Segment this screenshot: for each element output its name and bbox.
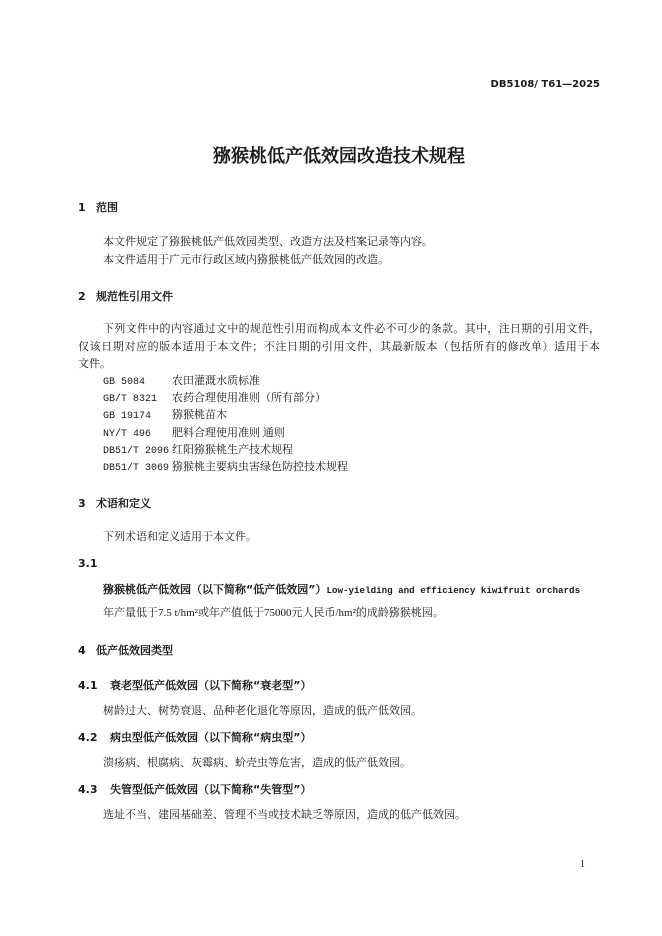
reference-item	[103, 390, 600, 407]
reference-code: DB51/T 2096	[103, 445, 170, 457]
subsection-4-1-text: 树龄过大、树势衰退、品种老化退化等原因，造成的低产低效园。	[103, 705, 422, 717]
subsection-4-2-text: 溃疡病、根腐病、灰霉病、蚧壳虫等危害，造成的低产低效园。	[103, 757, 411, 769]
section-1-heading	[78, 199, 118, 216]
reference-name: 肥料合理使用准则 通则	[172, 426, 285, 439]
reference-item	[103, 442, 600, 459]
subsection-4-2-heading	[78, 729, 311, 746]
reference-name: 猕猴桃苗木	[172, 409, 227, 422]
reference-code: NY/T 496	[103, 428, 152, 440]
section-number: 4	[78, 644, 86, 657]
subsection-title: 衰老型低产低效园（以下简称“衰老型”）	[110, 679, 312, 692]
subsection-number: 4.1	[78, 679, 98, 692]
section-3-intro: 下列术语和定义适用于本文件。	[103, 531, 257, 543]
section-3-heading	[78, 495, 151, 512]
reference-name: 红阳猕猴桃生产技术规程	[172, 443, 293, 456]
document-title: 猕猴桃低产低效园改造技术规程	[213, 146, 465, 167]
subsection-title: 病虫型低产低效园（以下简称“病虫型”）	[110, 731, 312, 744]
term-english: Low-yielding and efficiency kiwifruit orchards	[326, 585, 581, 596]
section-2-intro-line: 下列文件中的内容通过文中的规范性引用而构成本文件必不可少的条款。其中，注日期的引用文件，	[103, 323, 600, 335]
standard-code: DB5108/ T61—2025	[490, 79, 600, 90]
subsection-number: 4.2	[78, 731, 98, 744]
reference-name: 农田灌溉水质标准	[172, 375, 260, 387]
reference-item	[103, 425, 600, 442]
reference-name: 猕猴桃主要病虫害绿色防控技术规程	[172, 460, 348, 473]
section-title: 低产低效园类型	[96, 644, 173, 657]
section-title: 术语和定义	[96, 497, 151, 510]
section-number: 2	[78, 290, 86, 303]
section-title: 规范性引用文件	[96, 290, 173, 303]
term-entry	[103, 581, 580, 599]
reference-code: DB51/T 3069	[103, 462, 170, 474]
section-2-heading	[78, 288, 173, 305]
subsection-4-3-text: 选址不当、建园基础差、管理不当或技术缺乏等原因，造成的低产低效园。	[103, 809, 466, 821]
subsection-title: 失管型低产低效园（以下简称“失管型”）	[110, 783, 312, 796]
page-number: 1	[580, 859, 585, 870]
term-chinese: 猕猴桃低产低效园（以下简称“低产低效园”）	[103, 583, 327, 596]
subsection-4-3-heading	[78, 781, 311, 798]
reference-code: GB/T 8321	[103, 394, 158, 406]
section-number: 1	[78, 201, 86, 214]
reference-code: GB 19174	[103, 411, 152, 423]
section-2-intro-line: 仅该日期对应的版本适用于本文件；不注日期的引用文件，其最新版本（包括所有的修改单）适用于本	[78, 341, 600, 353]
reference-code: GB 5084	[103, 377, 146, 388]
reference-name: 农药合理使用准则（所有部分）	[172, 392, 326, 405]
reference-item	[103, 459, 600, 476]
subsection-4-1-heading	[78, 677, 311, 694]
section-title: 范围	[96, 201, 118, 214]
section-2-intro-line: 文件。	[78, 358, 111, 370]
section-number: 3	[78, 497, 86, 510]
section-1-paragraph: 本文件规定了猕猴桃低产低效园类型、改造方法及档案记录等内容。	[103, 236, 433, 248]
reference-item	[103, 407, 600, 424]
term-definition: 年产量低于7.5 t/hm²或年产值低于75000元人民币/hm²的成龄猕猴桃园。	[103, 607, 444, 619]
reference-item	[103, 373, 600, 390]
normative-references-list	[103, 373, 600, 476]
term-number: 3.1	[78, 557, 98, 570]
section-1-paragraph: 本文件适用于广元市行政区域内猕猴桃低产低效园的改造。	[103, 254, 389, 266]
subsection-number: 4.3	[78, 783, 98, 796]
section-4-heading	[78, 642, 173, 659]
